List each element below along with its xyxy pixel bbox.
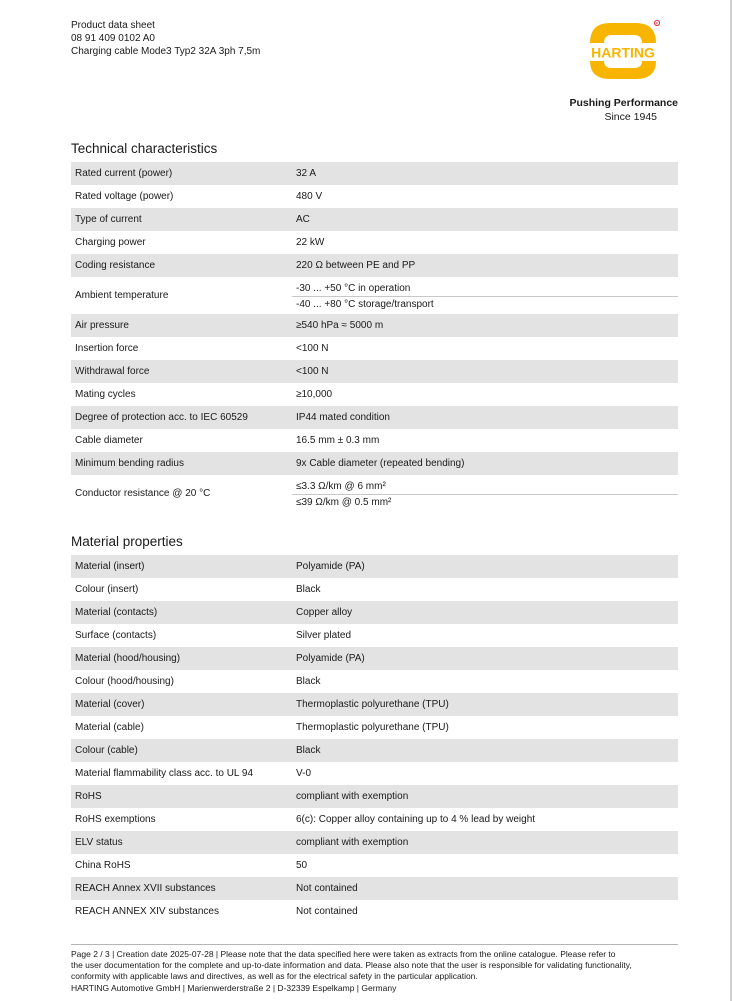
row-label: REACH Annex XVII substances	[71, 877, 292, 900]
footer-line: the user documentation for the complete and up-to-date information and data. Please also note that the user is responsible for validating functionality,	[71, 960, 632, 971]
table-row	[71, 406, 678, 429]
row-value: Black	[292, 578, 678, 601]
document-header	[71, 19, 260, 58]
row-label: Insertion force	[71, 337, 292, 360]
table-row	[71, 647, 678, 670]
row-label: Material (cable)	[71, 716, 292, 739]
row-label: Withdrawal force	[71, 360, 292, 383]
brand-tagline	[560, 97, 678, 124]
row-label: Rated voltage (power)	[71, 185, 292, 208]
material-properties-table	[71, 555, 678, 923]
table-row	[71, 429, 678, 452]
row-value-line: -30 ... +50 °C in operation	[296, 282, 411, 294]
row-value: Not contained	[292, 900, 678, 923]
table-row	[71, 277, 678, 314]
footer-line: Page 2 / 3 | Creation date 2025-07-28 | Please note that the data specified here were taken as extracts from the online catalogue. Please refer to	[71, 949, 616, 959]
table-row	[71, 314, 678, 337]
row-label: Colour (cable)	[71, 739, 292, 762]
table-row	[71, 475, 678, 512]
row-label: Material (contacts)	[71, 601, 292, 624]
row-value: Thermoplastic polyurethane (TPU)	[292, 716, 678, 739]
row-value-line: ≤3.3 Ω/km @ 6 mm²	[296, 480, 386, 492]
row-label: Colour (hood/housing)	[71, 670, 292, 693]
row-value: 32 A	[292, 162, 678, 185]
table-row	[71, 716, 678, 739]
row-label: Type of current	[71, 208, 292, 231]
row-label: Air pressure	[71, 314, 292, 337]
doc-type: Product data sheet	[71, 20, 155, 31]
row-label: Material (insert)	[71, 555, 292, 578]
footer-company: HARTING Automotive GmbH | Marienwerderstraße 2 | D-32339 Espelkamp | Germany	[71, 982, 397, 993]
table-row	[71, 555, 678, 578]
table-row	[71, 670, 678, 693]
row-label: Charging power	[71, 231, 292, 254]
table-row	[71, 854, 678, 877]
logo-wordmark: HARTING	[591, 44, 655, 61]
table-row	[71, 762, 678, 785]
table-row	[71, 693, 678, 716]
section-title-technical: Technical characteristics	[71, 141, 218, 156]
row-value: <100 N	[292, 360, 678, 383]
table-row	[71, 360, 678, 383]
page-footer	[71, 944, 678, 994]
row-value: <100 N	[292, 337, 678, 360]
table-row	[71, 208, 678, 231]
row-value: Black	[292, 739, 678, 762]
row-value: 16.5 mm ± 0.3 mm	[292, 429, 678, 452]
row-label: Mating cycles	[71, 383, 292, 406]
row-value-line: ≤39 Ω/km @ 0.5 mm²	[292, 494, 678, 509]
table-row	[71, 831, 678, 854]
table-row	[71, 231, 678, 254]
since-text: Since 1945	[604, 111, 657, 123]
row-value: V-0	[292, 762, 678, 785]
tagline-text: Pushing Performance	[569, 97, 678, 109]
row-value: Silver plated	[292, 624, 678, 647]
table-row	[71, 452, 678, 475]
row-label: Material (cover)	[71, 693, 292, 716]
row-value: 9x Cable diameter (repeated bending)	[292, 452, 678, 475]
table-row	[71, 601, 678, 624]
table-row	[71, 337, 678, 360]
row-label: Colour (insert)	[71, 578, 292, 601]
table-row	[71, 383, 678, 406]
part-number: 08 91 409 0102 A0	[71, 33, 155, 44]
row-value-line: -40 ... +80 °C storage/transport	[292, 296, 678, 311]
row-label: Conductor resistance @ 20 °C	[71, 475, 292, 512]
row-label: RoHS	[71, 785, 292, 808]
table-row	[71, 900, 678, 923]
row-label: Cable diameter	[71, 429, 292, 452]
footer-line: conformity with applicable laws and directives, as well as for the electrical safety in the particular application.	[71, 971, 478, 982]
row-value: 220 Ω between PE and PP	[292, 254, 678, 277]
row-label: Minimum bending radius	[71, 452, 292, 475]
row-label: Material flammability class acc. to UL 94	[71, 762, 292, 785]
row-label: Coding resistance	[71, 254, 292, 277]
table-row	[71, 624, 678, 647]
row-label: China RoHS	[71, 854, 292, 877]
row-value: ≥10,000	[292, 383, 678, 406]
row-value: Not contained	[292, 877, 678, 900]
row-label: Degree of protection acc. to IEC 60529	[71, 406, 292, 429]
row-value: Polyamide (PA)	[292, 555, 678, 578]
row-value: 50	[292, 854, 678, 877]
row-value: Polyamide (PA)	[292, 647, 678, 670]
table-row	[71, 578, 678, 601]
svg-text:R: R	[655, 21, 659, 26]
row-value: IP44 mated condition	[292, 406, 678, 429]
row-value-multi	[292, 277, 678, 314]
row-value: 22 kW	[292, 231, 678, 254]
table-row	[71, 785, 678, 808]
row-label: REACH ANNEX XIV substances	[71, 900, 292, 923]
row-label: Rated current (power)	[71, 162, 292, 185]
table-row	[71, 877, 678, 900]
row-label: Ambient temperature	[71, 277, 292, 314]
table-row	[71, 162, 678, 185]
row-value: compliant with exemption	[292, 785, 678, 808]
row-value: ≥540 hPa ≈ 5000 m	[292, 314, 678, 337]
row-value: 6(c): Copper alloy containing up to 4 % lead by weight	[292, 808, 678, 831]
product-name: Charging cable Mode3 Typ2 32A 3ph 7,5m	[71, 46, 261, 57]
row-label: RoHS exemptions	[71, 808, 292, 831]
row-value: AC	[292, 208, 678, 231]
row-value-multi	[292, 475, 678, 512]
harting-logo	[586, 19, 662, 81]
row-label: Surface (contacts)	[71, 624, 292, 647]
table-row	[71, 808, 678, 831]
row-value: Thermoplastic polyurethane (TPU)	[292, 693, 678, 716]
row-label: Material (hood/housing)	[71, 647, 292, 670]
technical-characteristics-table	[71, 162, 678, 512]
section-title-material: Material properties	[71, 534, 183, 549]
table-row	[71, 185, 678, 208]
table-row	[71, 254, 678, 277]
row-label: ELV status	[71, 831, 292, 854]
row-value: 480 V	[292, 185, 678, 208]
row-value: Copper alloy	[292, 601, 678, 624]
row-value: Black	[292, 670, 678, 693]
row-value: compliant with exemption	[292, 831, 678, 854]
table-row	[71, 739, 678, 762]
